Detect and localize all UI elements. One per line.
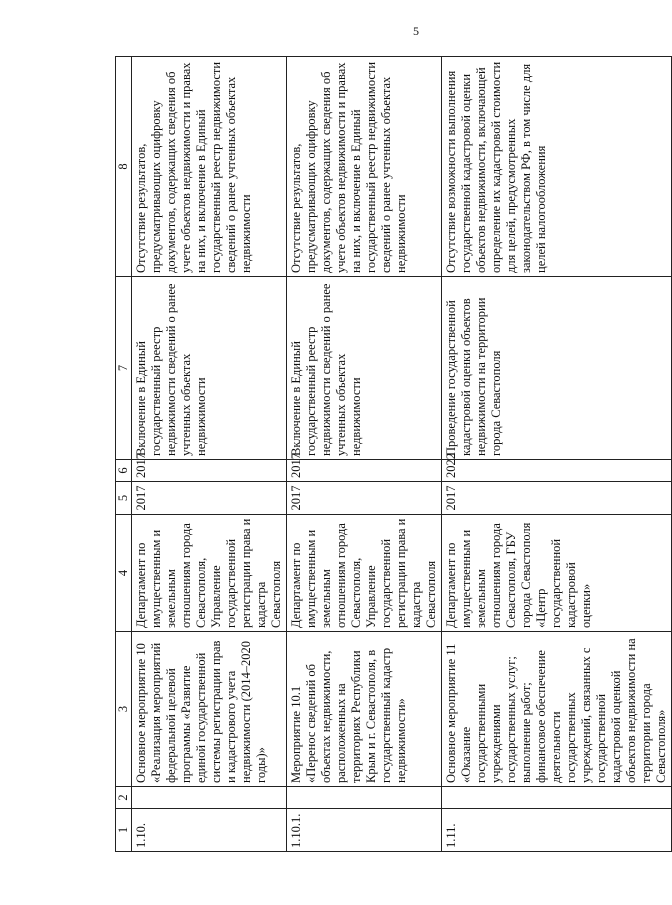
row-number-cell: 1.10. — [132, 809, 287, 852]
header-cell: 2 — [116, 787, 132, 809]
expected-result-cell: Включение в Единый государственный реестр недвижимости сведений о ранее учтенных объектах недвижимости — [132, 277, 287, 460]
header-cell: 8 — [116, 57, 132, 277]
responsible-cell: Департамент по имущественным и земельным отношениям города Севастополя, Управление государственной регистрации права и кадастра Севастополя — [287, 515, 442, 632]
row-number-cell: 1.10.1. — [287, 809, 442, 852]
header-cell: 1 — [116, 809, 132, 852]
empty-cell — [287, 787, 442, 809]
rotated-table-wrapper — [115, 57, 668, 852]
header-cell: 6 — [116, 460, 132, 482]
expected-result-cell: Проведение государственной кадастровой оценки объектов недвижимости на территории города Севастополя — [442, 277, 672, 460]
start-year-cell: 2017 — [132, 482, 287, 515]
row-number-cell: 1.11. — [442, 809, 672, 852]
responsible-cell: Департамент по имущественным и земельным отношениям города Севастополя, ГБУ города Севастополя «Центр государственной кадастровой оценки» — [442, 515, 672, 632]
responsible-cell: Департамент по имущественным и земельным отношениям города Севастополя, Управление государственной регистрации права и кадастра Севастополя — [132, 515, 287, 632]
table-header-row — [116, 57, 132, 852]
table-row — [287, 57, 442, 852]
start-year-cell: 2017 — [442, 482, 672, 515]
table-row — [442, 57, 672, 852]
events-table — [115, 56, 672, 852]
header-cell: 7 — [116, 277, 132, 460]
event-name-cell: Основное мероприятие 10 «Реализация мероприятий федеральной целевой программы «Развитие единой государственной системы регистрации прав и кадастрового учета недвижимости (2014–2020 годы)» — [132, 632, 287, 787]
event-name-cell: Мероприятие 10.1 «Перенос сведений об объектах недвижимости, расположенных на территориях Республики Крым и г. Севастополя, в государственный кадастр недвижимости» — [287, 632, 442, 787]
header-cell: 4 — [116, 515, 132, 632]
consequences-cell: Отсутствие результатов, предусматривающих оцифровку документов, содержащих сведения об учете объектов недвижимости и правах на них, и включение в Единый государственный реестр недвижимости сведений о ранее учтенных объектах недвижимости — [287, 57, 442, 277]
table-row — [132, 57, 287, 852]
header-cell: 5 — [116, 482, 132, 515]
empty-cell — [132, 787, 287, 809]
consequences-cell: Отсутствие возможности выполнения государственной кадастровой оценки объектов недвижимости, включающей определение их кадастровой стоимости для целей, предусмотренных законодательством РФ, в том числе для целей налогообложения — [442, 57, 672, 277]
empty-cell — [442, 787, 672, 809]
end-year-cell: 2022 — [442, 460, 672, 482]
start-year-cell: 2017 — [287, 482, 442, 515]
event-name-cell: Основное мероприятие 11 «Оказание государственными учреждениями государственных услуг; выполнение работ; финансовое обеспечение деятельности государственных учреждений, связанных с государственной кадастровой оценкой объектов недвижимости на территории города Севастополя» — [442, 632, 672, 787]
end-year-cell: 2017 — [287, 460, 442, 482]
expected-result-cell: Включение в Единый государственный реестр недвижимости сведений о ранее учтенных объектах недвижимости — [287, 277, 442, 460]
header-cell: 3 — [116, 632, 132, 787]
consequences-cell: Отсутствие результатов, предусматривающих оцифровку документов, содержащих сведения об учете объектов недвижимости и правах на них, и включение в Единый государственный реестр недвижимости сведений о ранее учтенных объектах недвижимости — [132, 57, 287, 277]
end-year-cell: 2017 — [132, 460, 287, 482]
page-number: 5 — [413, 24, 419, 38]
